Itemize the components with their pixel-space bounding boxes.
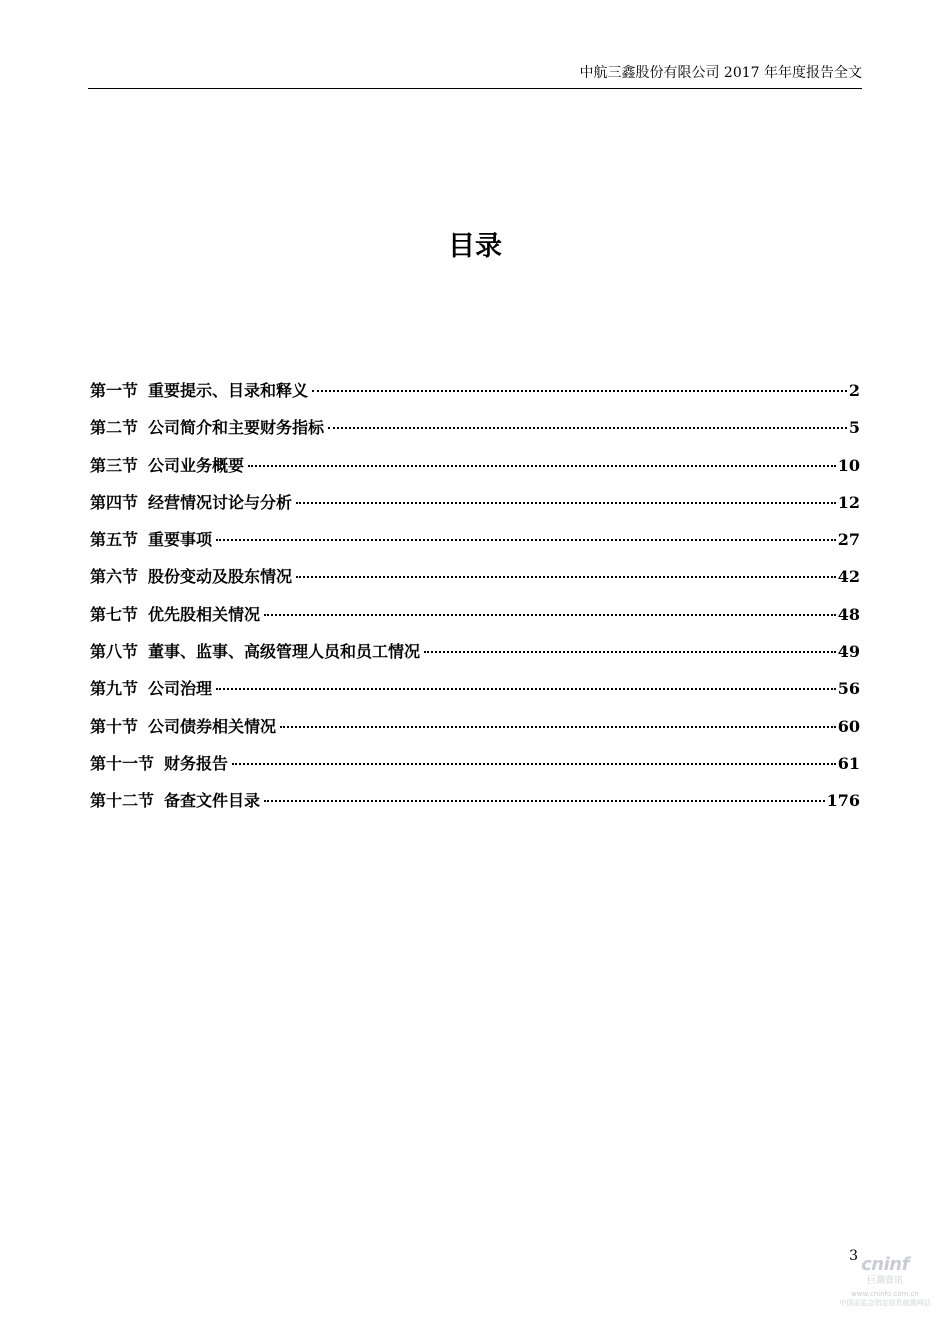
toc-leader-dots <box>424 651 836 653</box>
toc-page-number: 176 <box>826 791 860 811</box>
watermark-brand: 巨潮资讯 <box>866 1276 903 1286</box>
document-title: 目录 <box>448 231 502 262</box>
toc-leader-dots <box>280 726 836 728</box>
toc-leader-dots <box>248 465 836 467</box>
table-of-contents <box>90 378 860 826</box>
toc-title: 股份变动及股东情况 <box>148 567 293 587</box>
toc-leader-dots <box>232 763 836 765</box>
header-text: 中航三鑫股份有限公司 2017 年年度报告全文 <box>579 65 862 81</box>
toc-entry[interactable] <box>90 751 860 788</box>
toc-entry[interactable] <box>90 415 860 452</box>
toc-page-number: 12 <box>837 492 860 512</box>
toc-leader-dots <box>216 688 836 690</box>
toc-leader-dots <box>296 502 836 504</box>
watermark-logo: cninf <box>861 1254 909 1275</box>
toc-section-label: 第六节 <box>90 567 139 587</box>
toc-section-label: 第十节 <box>90 716 139 736</box>
toc-entry[interactable] <box>90 676 860 713</box>
toc-page-number: 10 <box>837 455 860 475</box>
toc-title: 公司治理 <box>148 679 213 699</box>
toc-entry[interactable] <box>90 564 860 601</box>
toc-entry[interactable] <box>90 453 860 490</box>
toc-page-number: 27 <box>837 530 860 550</box>
toc-page-number: 48 <box>837 604 860 624</box>
toc-title: 经营情况讨论与分析 <box>148 492 293 512</box>
toc-page-number: 5 <box>848 418 860 438</box>
toc-section-label: 第七节 <box>90 604 139 624</box>
toc-leader-dots <box>216 539 836 541</box>
toc-page-number: 61 <box>837 753 860 773</box>
toc-page-number: 56 <box>837 679 860 699</box>
toc-leader-dots <box>328 427 847 429</box>
toc-title: 公司债券相关情况 <box>148 716 277 736</box>
toc-section-label: 第十二节 <box>90 791 155 811</box>
toc-title: 公司简介和主要财务指标 <box>148 418 325 438</box>
toc-section-label: 第三节 <box>90 455 139 475</box>
toc-leader-dots <box>312 390 847 392</box>
toc-entry[interactable] <box>90 639 860 676</box>
toc-entry[interactable] <box>90 788 860 825</box>
toc-title: 公司业务概要 <box>148 455 245 475</box>
toc-entry[interactable] <box>90 378 860 415</box>
toc-section-label: 第一节 <box>90 381 139 400</box>
toc-title: 备查文件目录 <box>164 791 261 811</box>
toc-title: 财务报告 <box>164 753 229 773</box>
toc-section-label: 第十一节 <box>90 753 155 773</box>
page-header <box>88 60 862 89</box>
toc-entry[interactable] <box>90 490 860 527</box>
toc-page-number: 49 <box>837 642 860 662</box>
toc-section-label: 第五节 <box>90 530 139 550</box>
page-number: 3 <box>849 1248 858 1264</box>
toc-page-number: 60 <box>837 716 860 736</box>
toc-leader-dots <box>296 576 836 578</box>
toc-section-label: 第九节 <box>90 679 139 699</box>
toc-entry[interactable] <box>90 602 860 639</box>
toc-title: 重要事项 <box>148 530 213 550</box>
watermark-url: www.cninfo.com.cn <box>851 1290 919 1298</box>
watermark-org: 中国证监会指定信息披露网站 <box>839 1299 931 1307</box>
toc-page-number: 42 <box>837 567 860 587</box>
toc-section-label: 第四节 <box>90 492 139 512</box>
toc-title: 重要提示、目录和释义 <box>148 381 309 400</box>
toc-entry[interactable] <box>90 527 860 564</box>
toc-section-label: 第八节 <box>90 642 139 662</box>
toc-leader-dots <box>264 614 836 616</box>
toc-leader-dots <box>264 800 825 802</box>
toc-entry[interactable] <box>90 714 860 751</box>
toc-page-number: 2 <box>848 381 860 400</box>
toc-title: 董事、监事、高级管理人员和员工情况 <box>148 642 421 662</box>
toc-title: 优先股相关情况 <box>148 604 261 624</box>
toc-section-label: 第二节 <box>90 418 139 438</box>
cninfo-watermark <box>830 1254 940 1340</box>
